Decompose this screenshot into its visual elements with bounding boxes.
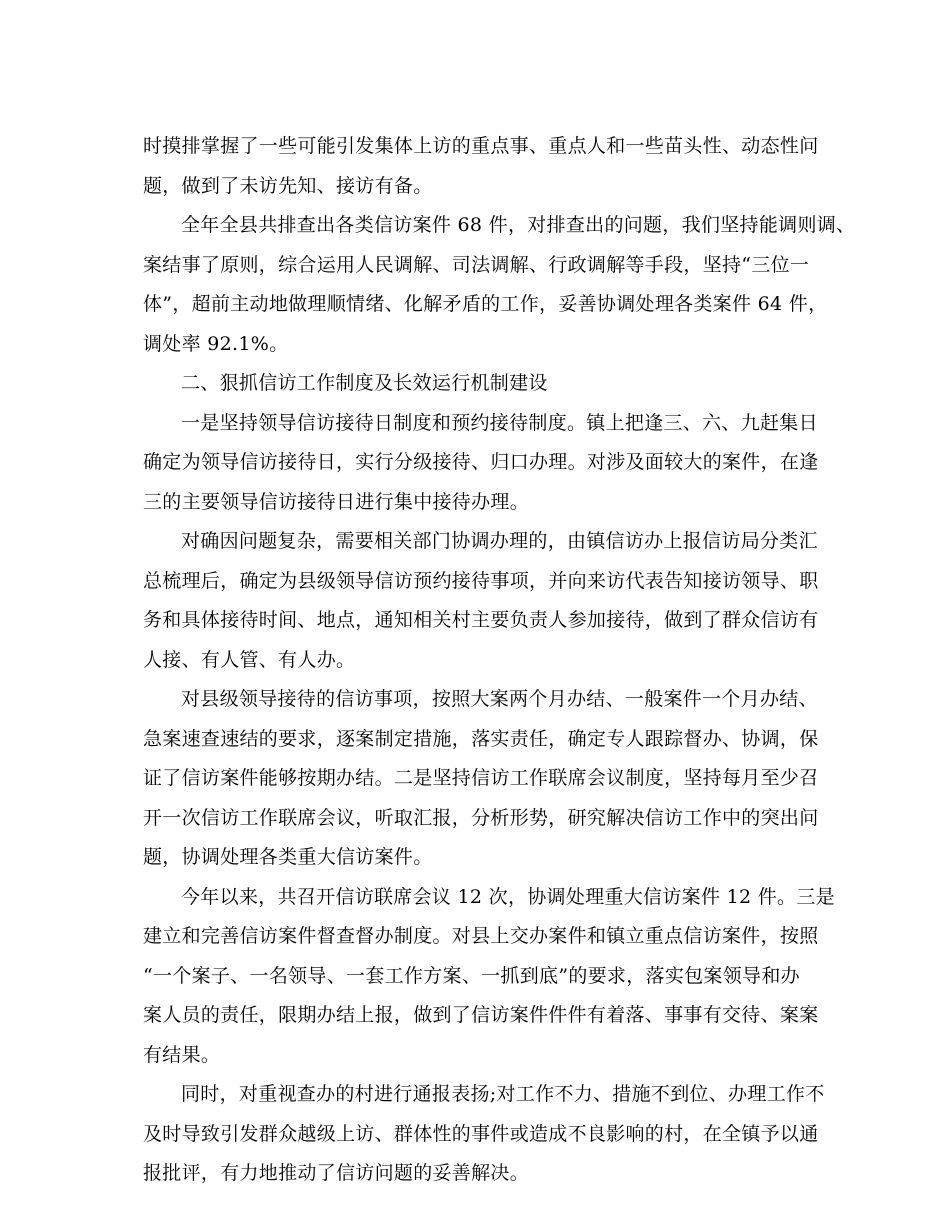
text-line: 全年全县共排查出各类信访案件 68 件，对排查出的问题，我们坚持能调则调、 [181, 214, 856, 236]
paragraph [143, 878, 835, 1076]
text-line: 急案速查速结的要求，逐案制定措施，落实责任，确定专人跟踪督办、协调，保 [143, 727, 819, 750]
text-line: 一是坚持领导信访接待日制度和预约接待制度。镇上把逢三、六、九赶集日 [181, 411, 818, 434]
text-line: 今年以来，共召开信访联席会议 12 次，协调处理重大信访案件 12 件。三是 [181, 885, 835, 908]
text-line: 案结事了原则，综合运用人民调解、司法调解、行政调解等手段，坚持“三位一 [143, 253, 810, 276]
text-line: 报批评，有力地推动了信访问题的妥善解决。 [143, 1162, 530, 1184]
text-line: 时摸排掌握了一些可能引发集体上访的重点事、重点人和一些苗头性、动态性问 [143, 135, 819, 157]
text-line: 有结果。 [143, 1043, 221, 1066]
text-line: 对确因问题复杂，需要相关部门协调办理的，由镇信访办上报信访局分类汇 [181, 530, 818, 552]
text-line: 开一次信访工作联席会议，听取汇报，分析形势，研究解决信访工作中的突出问 [143, 806, 819, 829]
paragraph [143, 404, 819, 523]
text-line: “一个案子、一名领导、一套工作方案、一抓到底”的要求，落实包案领导和办 [143, 964, 800, 987]
text-line: 总梳理后，确定为县级领导信访预约接待事项，并向来访代表告知接访领导、职 [143, 569, 819, 592]
text-line: 调处率 92.1%。 [143, 332, 289, 355]
text-line: 人接、有人管、有人办。 [143, 648, 356, 671]
paragraph [143, 364, 808, 404]
text-line: 务和具体接待时间、地点，通知相关村主要负责人参加接待，做到了群众信访有 [143, 609, 819, 631]
text-line: 二、狠抓信访工作制度及长效运行机制建设 [181, 372, 548, 394]
text-line: 对县级领导接待的信访事项，按照大案两个月办结、一般案件一个月办结、 [181, 688, 818, 710]
text-line: 建立和完善信访案件督查督办制度。对县上交办案件和镇立重点信访案件，按照 [143, 925, 819, 947]
paragraph [143, 1075, 825, 1194]
paragraph [143, 206, 856, 364]
text-line: 确定为领导信访接待日，实行分级接待、归口办理。对涉及面较大的案件，在逢 [143, 451, 819, 473]
text-line: 及时导致引发群众越级上访、群体性的事件或造成不良影响的村，在全镇予以通 [143, 1122, 819, 1145]
text-line: 证了信访案件能够按期办结。二是坚持信访工作联席会议制度，坚持每月至少召 [143, 767, 819, 789]
text-line: 题，做到了未访先知、接访有备。 [143, 174, 433, 197]
paragraph [143, 127, 819, 206]
text-line: 案人员的责任，限期办结上报，做到了信访案件件件有着落、事事有交待、案案 [143, 1004, 819, 1026]
text-line: 体”，超前主动地做理顺情绪、化解矛盾的工作，妥善协调处理各类案件 64 件， [143, 293, 828, 315]
paragraph [143, 680, 819, 878]
text-line: 题，协调处理各类重大信访案件。 [143, 846, 433, 868]
document-body [143, 127, 856, 1194]
text-line: 同时，对重视查办的村进行通报表扬;对工作不力、措施不到位、办理工作不 [181, 1083, 825, 1105]
paragraph [143, 522, 819, 680]
text-line: 三的主要领导信访接待日进行集中接待办理。 [143, 490, 530, 513]
